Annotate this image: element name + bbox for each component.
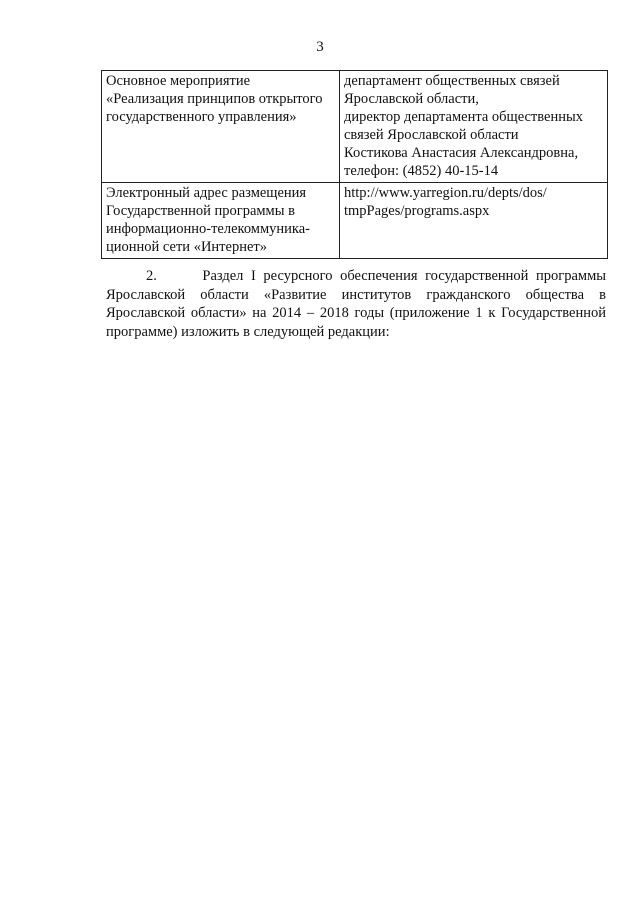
page-number: 3 [316, 39, 324, 55]
web-address-link[interactable]: tmpPages/programs.aspx [344, 203, 490, 219]
cell-line: «Реализация принципов открытого [106, 91, 323, 107]
cell-line: департамент общественных связей [344, 73, 560, 89]
table-cell-web-address-value [340, 183, 608, 259]
cell-line: Ярославской области, [344, 91, 479, 107]
cell-line: телефон: (4852) 40-15-14 [344, 163, 499, 179]
table-row [102, 71, 608, 183]
cell-line: директор департамента общественных [344, 109, 583, 125]
cell-line: государственного управления» [106, 109, 297, 125]
paragraph-line: Ярославской области «Развитие институтов гражданского общества в [106, 286, 606, 303]
cell-line: Электронный адрес размещения [106, 185, 307, 201]
cell-line: Костикова Анастасия Александровна, [344, 145, 579, 161]
table-cell-main-activity-value [340, 71, 608, 183]
table-row [102, 183, 608, 259]
cell-line: связей Ярославской области [344, 127, 519, 143]
program-info-table [101, 70, 608, 259]
cell-line: Основное мероприятие [106, 73, 251, 89]
cell-line: ционной сети «Интернет» [106, 239, 267, 255]
cell-line: Государственной программы в [106, 203, 295, 219]
paragraph-line: Ярославской области» на 2014 – 2018 годы (приложение 1 к Государственной [106, 305, 606, 321]
web-address-link[interactable]: http://www.yarregion.ru/depts/dos/ [344, 185, 547, 201]
paragraph-line: программе) изложить в следующей редакции: [106, 323, 390, 340]
paragraph-line: 2. Раздел I ресурсного обеспечения государственной программы [146, 268, 606, 284]
table-cell-web-address-label [102, 183, 340, 259]
cell-line: информационно-телекоммуника- [106, 221, 311, 237]
amendment-paragraph [106, 267, 606, 341]
table-cell-main-activity-label [102, 71, 340, 183]
